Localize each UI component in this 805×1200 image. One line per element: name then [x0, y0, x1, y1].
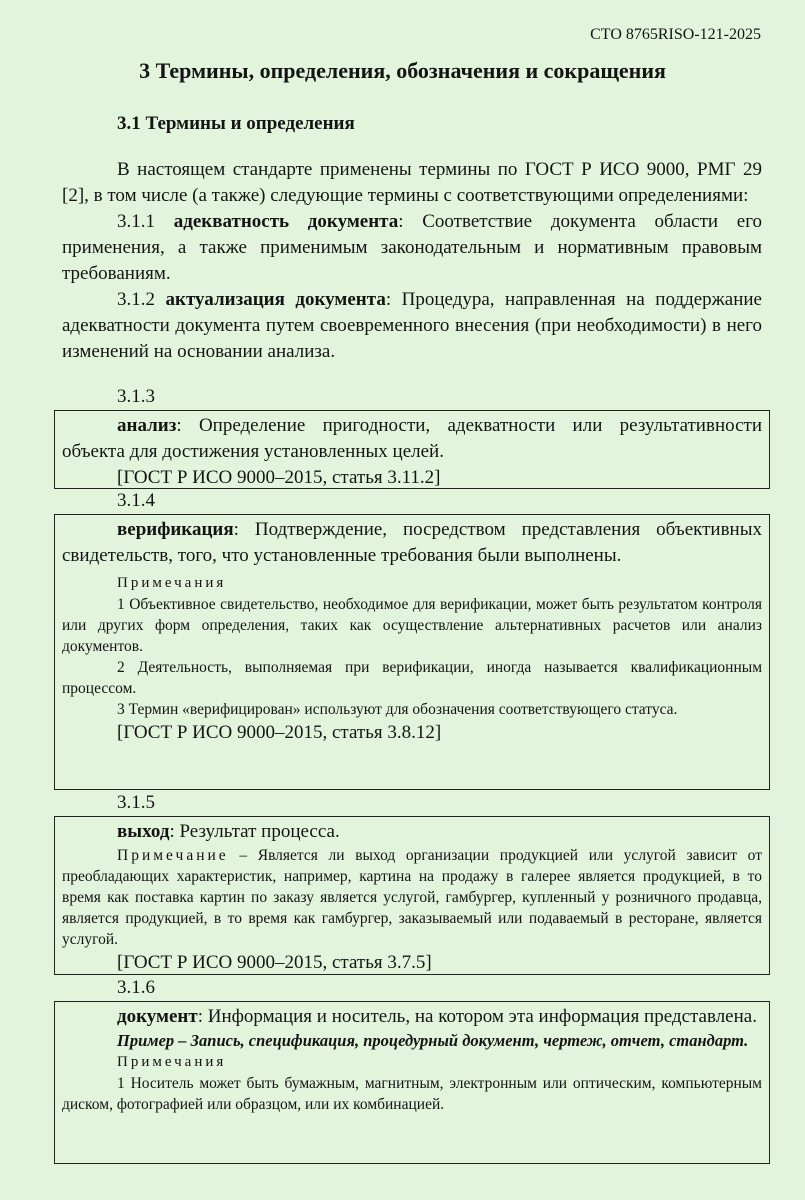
term-source: [ГОСТ Р ИСО 9000–2015, статья 3.11.2] — [117, 467, 441, 488]
term-source: [ГОСТ Р ИСО 9000–2015, статья 3.8.12] — [117, 722, 442, 743]
term-number-3-1-6: 3.1.6 — [117, 977, 155, 998]
term-definition: : Информация и носитель, на котором эта информация представлена. — [197, 1006, 757, 1027]
note-item: 1 Объективное свидетельство, необходимое для верификации, может быть результатом контроля или других форм определения, таких как осуществление альтернативных расчетов или анализ документов. — [62, 596, 762, 655]
intro-paragraph: В настоящем стандарте применены термины по ГОСТ Р ИСО 9000, РМГ 29 [2], в том числе (а также) следующие термины с соответствующими определениями: — [62, 159, 762, 206]
notes-label: Примечания — [117, 1054, 227, 1070]
term-number-3-1-3: 3.1.3 — [117, 386, 155, 407]
term-number: 3.1.1 — [117, 211, 155, 232]
term-definition-line — [62, 517, 762, 569]
note-item: 3 Термин «верифицирован» используют для обозначения соответствующего статуса. — [117, 701, 678, 718]
term-name: выход — [117, 821, 170, 842]
term-definition: : Определение пригодности, адекватности или результативности объекта для достижения установленных целей. — [62, 415, 762, 462]
note-paragraph — [62, 845, 762, 950]
note-text: – Является ли выход организации продукцией или услугой зависит от преобладающих характеристик, например, картина на продажу в галерее является продукцией, в то время как поставка картин по заказу является услугой, гамбургер, купленный у розничного продавца, является продукцией, в то время как гамбургер, заказываемый или подаваемый в ресторане, является услугой. — [62, 847, 762, 948]
term-name: анализ — [117, 415, 177, 436]
term-definition-line — [62, 1004, 762, 1030]
term-box-3-1-6 — [54, 1001, 770, 1164]
term-definition: : Процедура, направленная на поддержание адекватности документа путем своевременного внесения (при необходимости) в него изменений на основании анализа. — [62, 289, 762, 362]
notes-label: Примечания — [117, 575, 227, 591]
term-name: верификация — [117, 519, 234, 540]
term-definition-line — [62, 413, 762, 465]
term-box-3-1-4 — [54, 514, 770, 790]
term-source: [ГОСТ Р ИСО 9000–2015, статья 3.7.5] — [117, 952, 432, 973]
term-name: документ — [117, 1006, 198, 1027]
note-label: Примечание — [117, 847, 229, 864]
term-definition-line — [62, 819, 762, 845]
term-number-3-1-4: 3.1.4 — [117, 490, 155, 511]
term-box-3-1-5 — [54, 816, 770, 975]
subsection-title: 3.1 Термины и определения — [117, 113, 355, 134]
term-3-1-2 — [62, 287, 762, 365]
intro-block — [62, 157, 762, 365]
term-box-3-1-3 — [54, 410, 770, 489]
term-name: актуализация документа — [165, 289, 386, 310]
term-3-1-1 — [62, 209, 762, 287]
note-item: 2 Деятельность, выполняемая при верификации, иногда называется квалификационным процессом. — [62, 659, 762, 697]
term-number: 3.1.2 — [117, 289, 155, 310]
example-paragraph: Пример – Запись, спецификация, процедурный документ, чертеж, отчет, стандарт. — [117, 1031, 749, 1050]
section-title: 3 Термины, определения, обозначения и сокращения — [139, 58, 666, 83]
note-item: 1 Носитель может быть бумажным, магнитным, электронным или оптическим, компьютерным диском, фотографией или образцом, или их комбинацией. — [62, 1075, 762, 1113]
document-code: СТО 8765RISO-121-2025 — [590, 26, 761, 43]
term-definition: : Соответствие документа области его применения, а также применимым законодательным и нормативным правовым требованиям. — [62, 211, 763, 284]
term-name: адекватность документа — [173, 211, 399, 232]
term-definition: : Результат процесса. — [169, 821, 340, 842]
term-number-3-1-5: 3.1.5 — [117, 792, 155, 813]
term-definition: : Подтверждение, посредством представления объективных свидетельств, того, что установленные требования были выполнены. — [62, 519, 762, 566]
